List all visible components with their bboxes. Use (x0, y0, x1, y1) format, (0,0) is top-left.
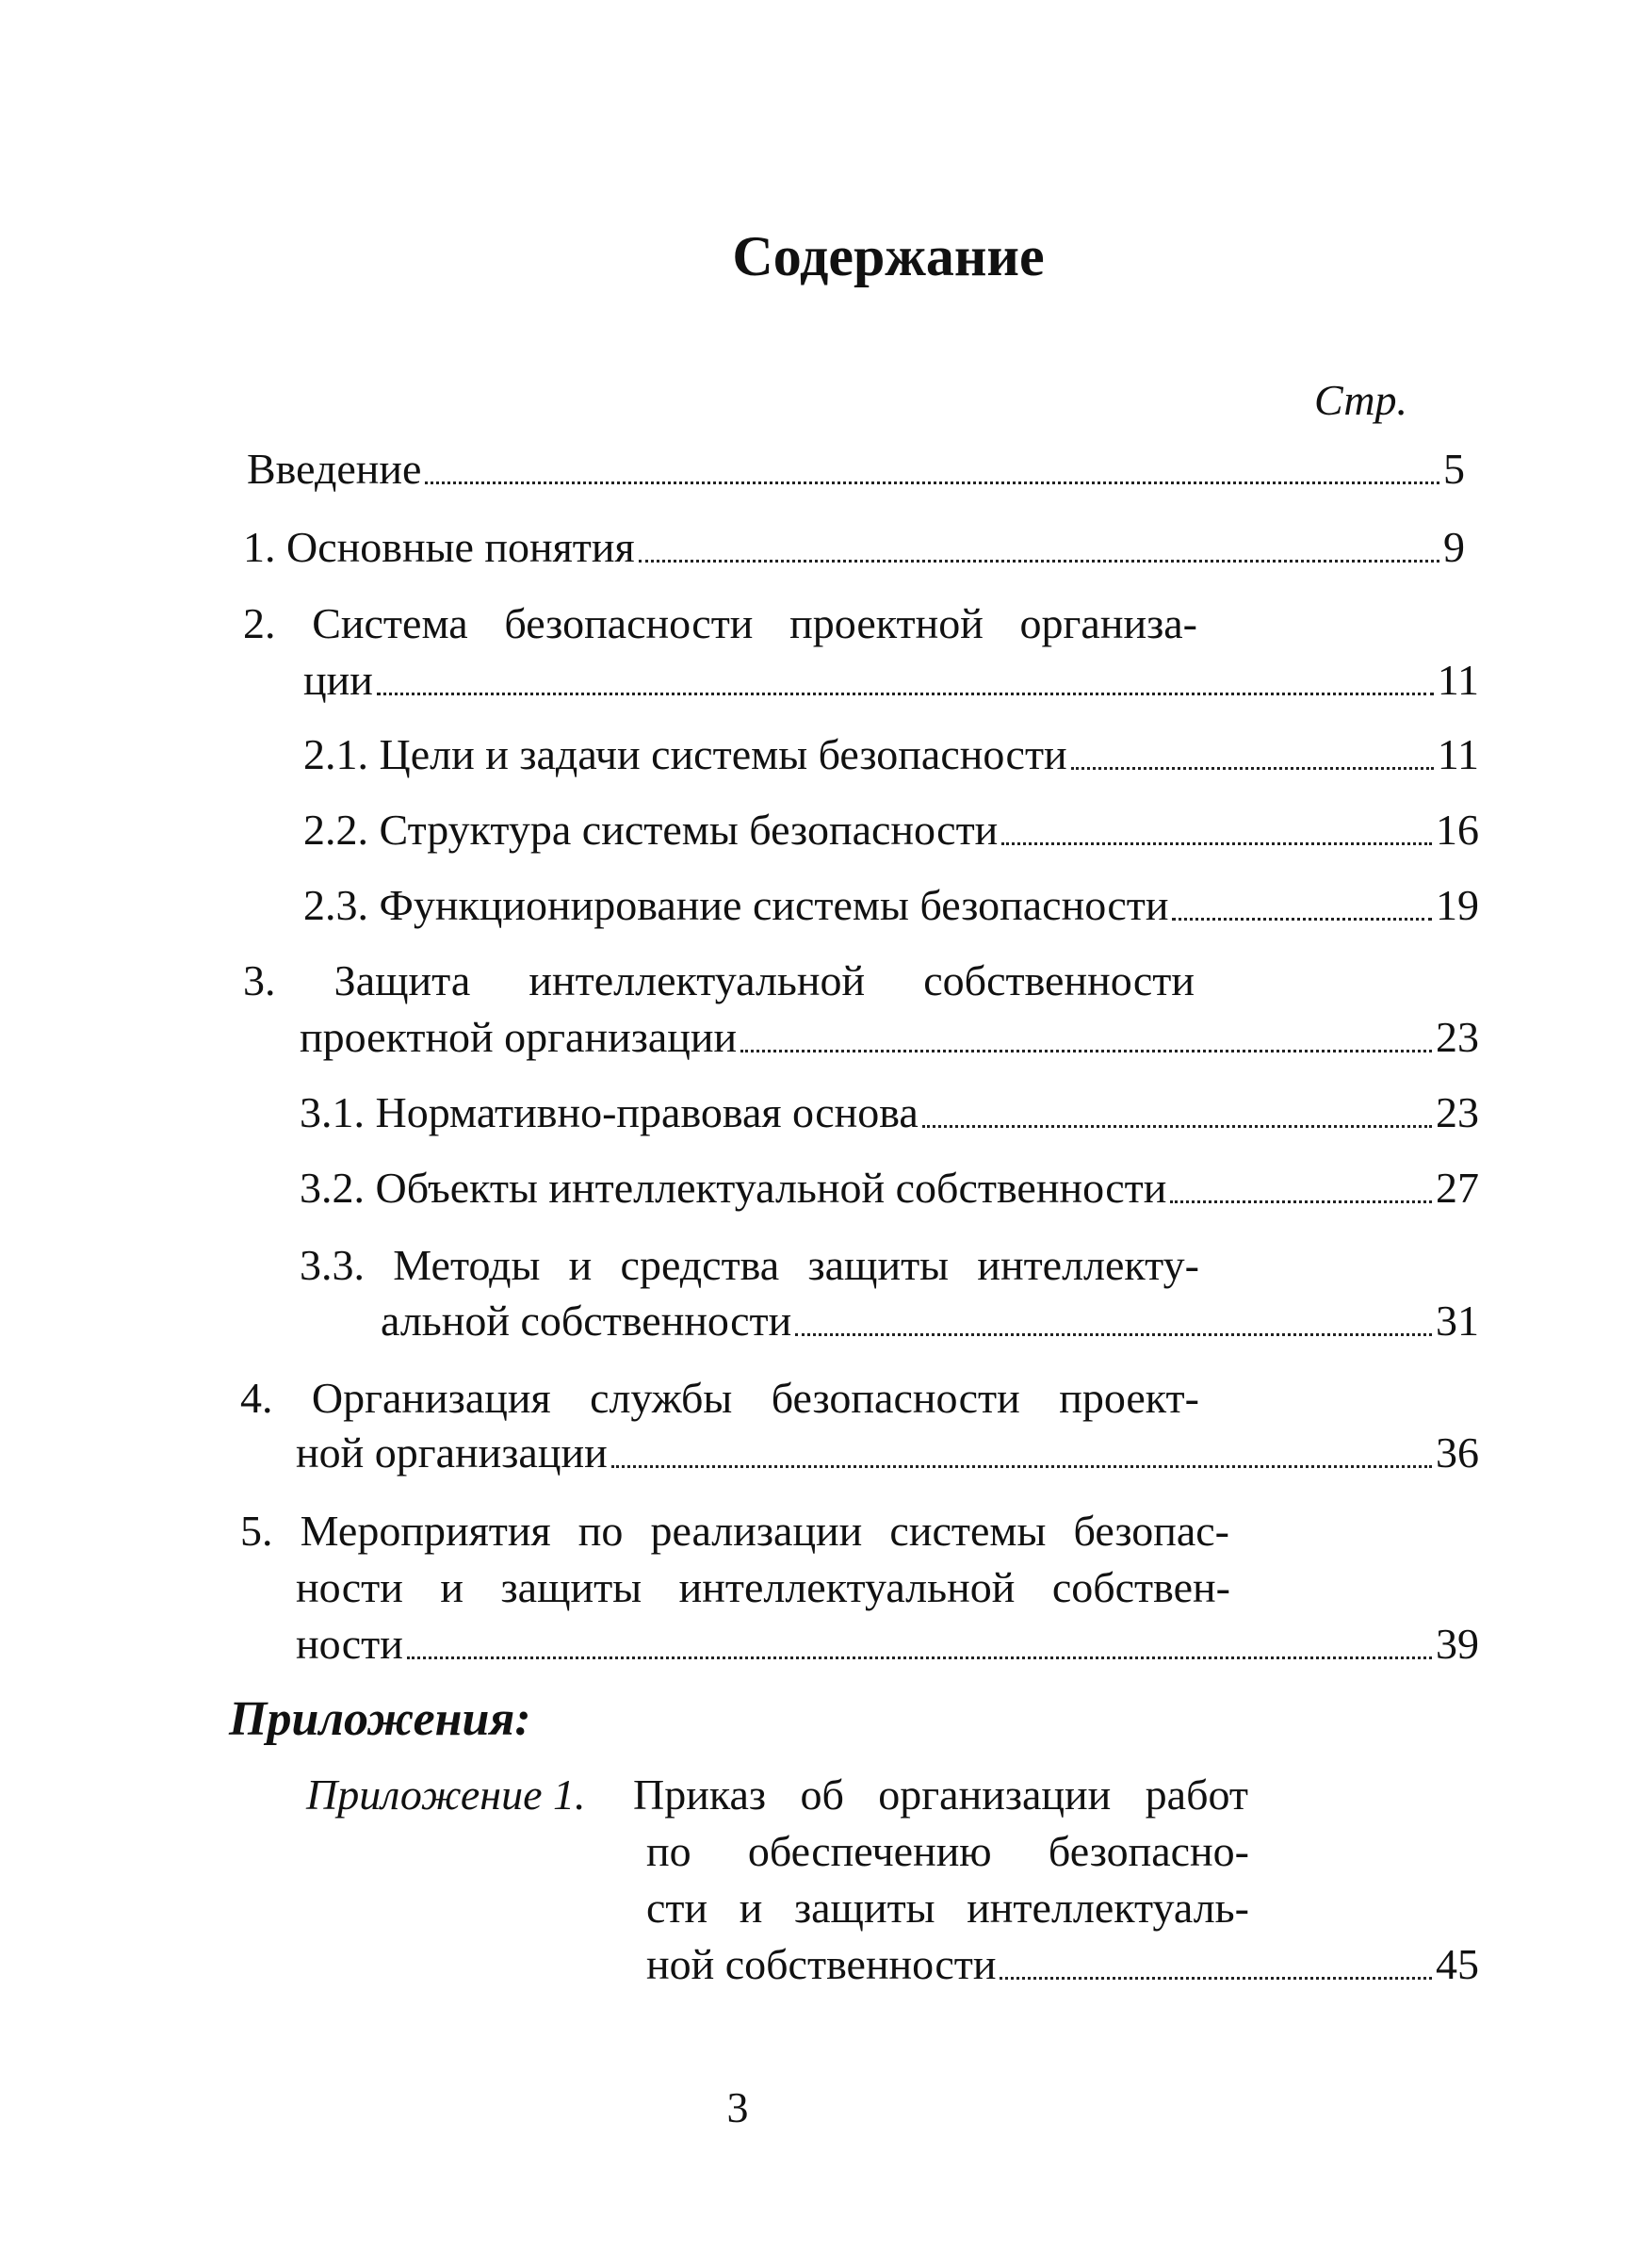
appendix-1-line1: Приказ об организации работ (633, 1770, 1248, 1819)
toc-entry-3-2[interactable] (300, 1162, 1479, 1215)
toc-entry-page: 23 (1436, 1088, 1479, 1136)
toc-entry-3-3-line1: 3.3. Методы и средства защиты интеллекту- (300, 1241, 1199, 1289)
appendix-1-line2: по обеспечению безопасно- (646, 1827, 1249, 1875)
toc-entry-text: проектной организации (300, 1013, 738, 1061)
dot-leader (639, 560, 1439, 563)
toc-entry-page: 19 (1436, 881, 1479, 929)
dot-leader (1172, 918, 1432, 921)
toc-entry-page: 36 (1436, 1428, 1479, 1477)
toc-entry-text: 2.2. Структура системы безопасности (303, 806, 999, 854)
toc-entry-text: 3.2. Объекты интеллектуальной собственности (300, 1164, 1167, 1212)
appendix-heading: Приложения: (229, 1692, 531, 1746)
toc-entry-page: 27 (1436, 1164, 1479, 1212)
dot-leader (922, 1125, 1432, 1128)
dot-leader (1170, 1200, 1432, 1203)
toc-entry-4-line1: 4. Организация службы безопасности проект- (240, 1374, 1199, 1422)
toc-entry-page: 45 (1436, 1940, 1479, 1988)
dot-leader (1000, 1977, 1432, 1980)
toc-entry-2-1[interactable] (303, 728, 1479, 781)
toc-entry-appendix-1[interactable] (646, 1938, 1479, 1991)
toc-entry-intro[interactable] (247, 443, 1465, 496)
toc-entry-5-line2: ности и защиты интеллектуальной собствен- (296, 1563, 1230, 1611)
page-title: Содержание (732, 225, 1045, 287)
toc-entry-page: 11 (1437, 656, 1479, 704)
toc-entry-text: 1. Основные понятия (243, 523, 635, 571)
toc-entry-3-3[interactable] (381, 1295, 1479, 1347)
toc-entry-3-line1: 3. Защита интеллектуальной собственности (243, 956, 1195, 1004)
toc-entry-text: альной собственности (381, 1297, 792, 1345)
toc-entry-3-1[interactable] (300, 1086, 1479, 1139)
toc-entry-page: 9 (1443, 523, 1465, 571)
toc-entry-2-3[interactable] (303, 879, 1479, 932)
dot-leader (611, 1465, 1432, 1468)
toc-entry-page: 5 (1443, 445, 1465, 493)
dot-leader (1071, 767, 1434, 770)
appendix-1-line3: сти и защиты интеллектуаль- (646, 1884, 1249, 1932)
toc-entry-text: 2.1. Цели и задачи системы безопасности (303, 730, 1067, 778)
toc-entry-page: 11 (1437, 730, 1479, 778)
dot-leader (1001, 842, 1432, 845)
toc-entry-text: ной собственности (646, 1940, 997, 1988)
dot-leader (377, 693, 1434, 695)
toc-entry-2[interactable] (303, 654, 1479, 707)
page-number: 3 (726, 2083, 749, 2131)
dot-leader (425, 481, 1439, 484)
appendix-1-label: Приложение 1. (306, 1770, 586, 1819)
toc-entry-5[interactable] (296, 1618, 1479, 1671)
toc-entry-text: ции (303, 656, 373, 704)
dot-leader (740, 1050, 1432, 1052)
toc-entry-text: ной организации (296, 1428, 608, 1477)
toc-entry-page: 16 (1436, 806, 1479, 854)
toc-entry-text: 2.3. Функционирование системы безопасности (303, 881, 1169, 929)
toc-entry-5-line1: 5. Мероприятия по реализации системы безопас- (240, 1507, 1229, 1555)
toc-entry-3[interactable] (300, 1011, 1479, 1064)
toc-entry-page: 31 (1436, 1297, 1479, 1345)
toc-entry-page: 23 (1436, 1013, 1479, 1061)
page-column-label: Стр. (1314, 376, 1408, 424)
toc-entry-text: Введение (247, 445, 422, 493)
toc-entry-2-line1: 2. Система безопасности проектной организа- (243, 599, 1197, 647)
toc-entry-2-2[interactable] (303, 804, 1479, 857)
dot-leader (795, 1333, 1432, 1336)
toc-entry-1[interactable] (243, 521, 1465, 574)
dot-leader (407, 1656, 1432, 1659)
toc-entry-page: 39 (1436, 1620, 1479, 1668)
toc-entry-text: ности (296, 1620, 403, 1668)
toc-entry-4[interactable] (296, 1427, 1479, 1479)
toc-entry-text: 3.1. Нормативно-правовая основа (300, 1088, 919, 1136)
